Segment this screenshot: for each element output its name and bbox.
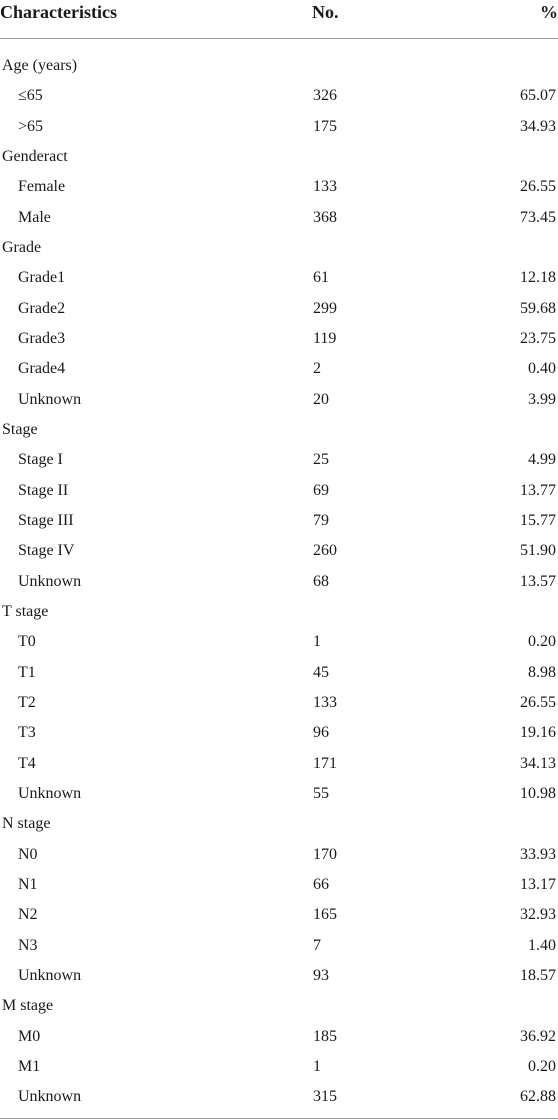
table-row <box>0 718 558 748</box>
group-label: Age (years) <box>2 57 78 74</box>
table-header <box>0 0 558 39</box>
header-characteristics: Characteristics <box>0 2 117 22</box>
row-percent: 73.45 <box>520 208 556 226</box>
table-row <box>0 627 558 657</box>
row-count: 1 <box>313 1057 321 1075</box>
row-count: 368 <box>313 208 337 226</box>
row-count: 133 <box>313 178 337 196</box>
table-group-row <box>0 415 558 445</box>
row-label: Stage IV <box>18 542 75 560</box>
row-count: 45 <box>313 663 329 681</box>
group-label: M stage <box>2 997 54 1015</box>
row-count: 119 <box>313 329 337 347</box>
table-row <box>0 203 558 233</box>
row-percent: 32.93 <box>520 906 556 924</box>
table-group-row <box>0 991 558 1021</box>
table-row <box>0 567 558 597</box>
row-percent: 0.20 <box>528 1057 556 1075</box>
bottom-rule <box>0 1118 558 1119</box>
row-percent: 26.55 <box>520 693 556 711</box>
row-percent: 26.55 <box>520 178 556 196</box>
table-body <box>0 51 558 1112</box>
row-percent: 0.40 <box>528 360 556 378</box>
table-row <box>0 1082 558 1112</box>
row-percent: 3.99 <box>528 390 556 408</box>
row-percent: 36.92 <box>520 1027 556 1045</box>
header-percent: % <box>540 2 558 22</box>
row-percent: 19.16 <box>520 724 556 742</box>
table-row <box>0 931 558 961</box>
row-label: Unknown <box>18 784 82 802</box>
row-label: M1 <box>18 1057 41 1075</box>
row-count: 315 <box>313 1088 337 1106</box>
table-group-row <box>0 142 558 172</box>
row-label: N1 <box>18 875 38 893</box>
table-row <box>0 385 558 415</box>
row-label: Stage III <box>18 511 74 529</box>
row-percent: 23.75 <box>520 329 556 347</box>
table-row <box>0 840 558 870</box>
row-count: 133 <box>313 693 337 711</box>
row-label: N3 <box>18 936 38 954</box>
table-row <box>0 476 558 506</box>
row-label: N0 <box>18 845 38 863</box>
row-count: 66 <box>313 875 329 893</box>
row-percent: 51.90 <box>520 542 556 560</box>
row-percent: 62.88 <box>520 1088 556 1106</box>
table-row <box>0 263 558 293</box>
table-row <box>0 779 558 809</box>
row-count: 299 <box>313 299 337 317</box>
row-count: 170 <box>313 845 337 863</box>
row-count: 79 <box>313 511 329 529</box>
row-percent: 33.93 <box>520 845 556 863</box>
row-count: 68 <box>313 572 329 590</box>
row-percent: 10.98 <box>520 784 556 802</box>
group-label: T stage <box>2 602 49 620</box>
row-label: ≤65 <box>18 87 43 105</box>
table-group-row <box>0 809 558 839</box>
table-row <box>0 506 558 536</box>
row-label: M0 <box>18 1027 41 1045</box>
row-count: 171 <box>313 754 337 772</box>
row-percent: 0.20 <box>528 633 556 651</box>
group-label: Genderact <box>2 147 68 165</box>
row-percent: 8.98 <box>528 663 556 681</box>
row-label: Grade2 <box>18 299 66 317</box>
table-group-row <box>0 51 558 81</box>
row-percent: 13.57 <box>520 572 556 590</box>
group-label: N stage <box>2 815 51 833</box>
row-label: >65 <box>18 117 44 135</box>
row-count: 165 <box>313 906 337 924</box>
row-label: T4 <box>18 754 36 772</box>
row-count: 175 <box>313 117 337 135</box>
row-label: Male <box>18 208 51 226</box>
table-row <box>0 749 558 779</box>
group-label: Stage <box>2 420 38 438</box>
row-count: 93 <box>313 966 329 984</box>
row-count: 260 <box>313 542 337 560</box>
row-count: 7 <box>313 936 321 954</box>
row-count: 55 <box>313 784 329 802</box>
row-percent: 1.40 <box>528 936 556 954</box>
row-count: 1 <box>313 633 321 651</box>
table-group-row <box>0 233 558 263</box>
table-row <box>0 81 558 111</box>
table-group-row <box>0 597 558 627</box>
row-label: N2 <box>18 906 38 924</box>
row-percent: 34.13 <box>520 754 556 772</box>
row-label: T3 <box>18 724 36 742</box>
row-label: Grade4 <box>18 360 66 378</box>
group-label: Grade <box>2 238 42 256</box>
row-percent: 65.07 <box>520 87 556 105</box>
row-label: T1 <box>18 663 36 681</box>
row-percent: 34.93 <box>520 117 556 135</box>
row-label: Unknown <box>18 966 82 984</box>
table-row <box>0 658 558 688</box>
row-label: Unknown <box>18 1088 82 1106</box>
table-row <box>0 1022 558 1052</box>
row-count: 2 <box>313 360 321 378</box>
row-percent: 18.57 <box>520 966 556 984</box>
row-percent: 15.77 <box>520 511 556 529</box>
table-row <box>0 900 558 930</box>
row-percent: 4.99 <box>528 451 556 469</box>
row-count: 326 <box>313 87 337 105</box>
row-label: Grade3 <box>18 329 66 347</box>
row-percent: 13.17 <box>520 875 556 893</box>
row-count: 61 <box>313 269 329 287</box>
header-no: No. <box>312 2 339 22</box>
row-percent: 13.77 <box>520 481 556 499</box>
table-row <box>0 961 558 991</box>
row-label: Unknown <box>18 390 82 408</box>
row-percent: 12.18 <box>520 269 556 287</box>
table-row <box>0 536 558 566</box>
table-row <box>0 172 558 202</box>
row-label: Unknown <box>18 572 82 590</box>
row-percent: 59.68 <box>520 299 556 317</box>
row-count: 96 <box>313 724 329 742</box>
row-label: Stage I <box>18 451 63 469</box>
table-row <box>0 1052 558 1082</box>
table-row <box>0 870 558 900</box>
table-row <box>0 324 558 354</box>
table-row <box>0 112 558 142</box>
row-label: Stage II <box>18 481 69 499</box>
row-count: 185 <box>313 1027 337 1045</box>
row-count: 69 <box>313 481 329 499</box>
row-label: T0 <box>18 633 36 651</box>
row-label: T2 <box>18 693 36 711</box>
table-row <box>0 688 558 718</box>
row-label: Female <box>18 178 66 196</box>
table-row <box>0 354 558 384</box>
row-count: 20 <box>313 390 329 408</box>
table-row <box>0 445 558 475</box>
row-label: Grade1 <box>18 269 66 287</box>
table-row <box>0 294 558 324</box>
row-count: 25 <box>313 451 329 469</box>
